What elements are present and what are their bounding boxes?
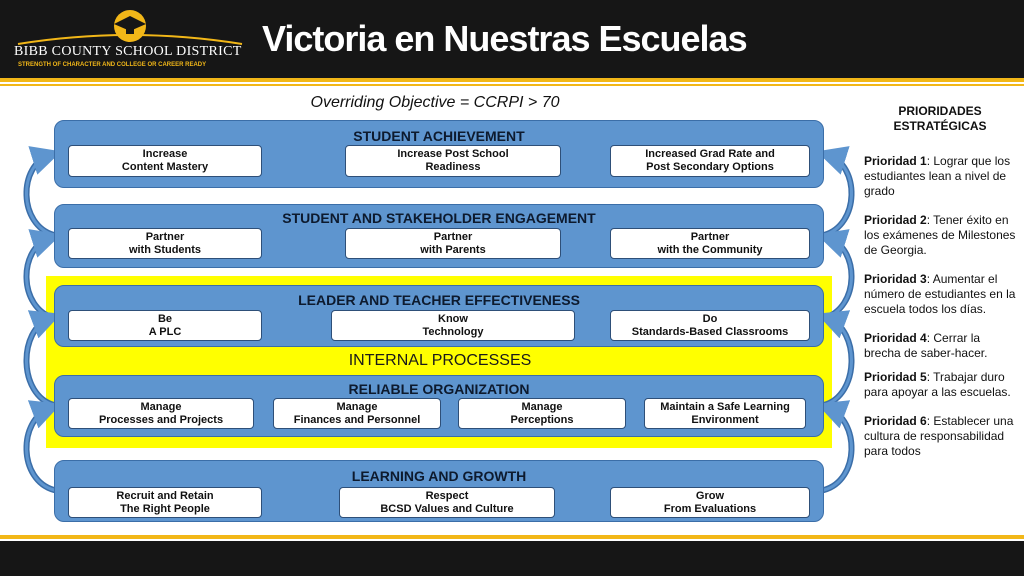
objective-box: Maintain a Safe Learning Environment — [644, 398, 806, 429]
left-arrow-3 — [26, 318, 54, 405]
priority-item — [864, 414, 1016, 459]
priority-text: : Cerrar la brecha de saber-hacer. — [864, 331, 988, 360]
district-tagline: STRENGTH OF CHARACTER AND COLLEGE OR CAREER READY — [18, 62, 207, 68]
left-arrow-1 — [26, 155, 54, 235]
internal-processes-label: INTERNAL PROCESSES — [348, 352, 532, 369]
objective-box: Know Technology — [331, 310, 575, 341]
priority-label: Prioridad 5 — [864, 370, 927, 384]
objective-box: Do Standards-Based Classrooms — [610, 310, 810, 341]
objective-box: Recruit and Retain The Right People — [68, 487, 262, 518]
priority-item — [864, 272, 1016, 317]
objective-box: Manage Processes and Projects — [68, 398, 254, 429]
band-title: RELIABLE ORGANIZATION — [348, 381, 530, 397]
objective-box: Partner with the Community — [610, 228, 810, 259]
band-student-achievement — [54, 120, 824, 188]
band-reliable-organization — [54, 375, 824, 437]
objective-box: Increase Post School Readiness — [345, 145, 561, 177]
objective-box: Manage Perceptions — [458, 398, 626, 429]
priority-label: Prioridad 4 — [864, 331, 927, 345]
priority-label: Prioridad 3 — [864, 272, 927, 286]
band-title: LEADER AND TEACHER EFFECTIVENESS — [298, 292, 580, 308]
band-leader-teacher-effectiveness — [54, 285, 824, 347]
priority-text: : Trabajar duro para apoyar a las escuelas. — [864, 370, 1011, 399]
objective-box: Increase Content Mastery — [68, 145, 262, 177]
objective-box: Increased Grad Rate and Post Secondary Options — [610, 145, 810, 177]
left-arrow-4 — [26, 408, 54, 490]
band-title: STUDENT ACHIEVEMENT — [353, 128, 525, 144]
footer-gold-line — [0, 535, 1024, 539]
objective-box: Partner with Parents — [345, 228, 561, 259]
band-stakeholder-engagement — [54, 204, 824, 268]
priority-item — [864, 213, 1016, 258]
priority-text: : Establecer una cultura de responsabilidad para todos — [864, 414, 1014, 458]
left-arrow-2 — [26, 238, 54, 318]
page-title: Victoria en Nuestras Escuelas — [262, 18, 747, 59]
footer-bar — [0, 541, 1024, 576]
objective-box: Grow From Evaluations — [610, 487, 810, 518]
strategic-priorities-panel — [864, 104, 1016, 473]
band-learning-and-growth — [54, 460, 824, 522]
priority-label: Prioridad 2 — [864, 213, 927, 227]
right-arrow-2 — [824, 238, 852, 318]
overriding-objective: Overriding Objective = CCRPI > 70 — [310, 94, 560, 111]
priority-text: : Aumentar el número de estudiantes en la escuela todos los días. — [864, 272, 1016, 316]
priority-text: : Lograr que los estudiantes lean a nivel de grado — [864, 154, 1011, 198]
objective-box: Respect BCSD Values and Culture — [339, 487, 555, 518]
priority-label: Prioridad 6 — [864, 414, 927, 428]
district-name: BIBB COUNTY SCHOOL DISTRICT — [14, 44, 242, 59]
band-title: LEARNING AND GROWTH — [351, 468, 527, 484]
right-arrow-3 — [824, 318, 852, 405]
right-arrow-1 — [824, 155, 852, 235]
priority-text: : Tener éxito en los exámenes de Milestones de Georgia. — [864, 213, 1016, 257]
objective-box: Manage Finances and Personnel — [273, 398, 441, 429]
objective-box: Be A PLC — [68, 310, 262, 341]
priorities-heading: PRIORIDADES ESTRATÉGICAS — [893, 104, 987, 133]
objective-box: Partner with Students — [68, 228, 262, 259]
band-title: STUDENT AND STAKEHOLDER ENGAGEMENT — [282, 210, 596, 226]
priority-label: Prioridad 1 — [864, 154, 927, 168]
right-arrow-4 — [824, 408, 852, 490]
priority-item — [864, 154, 1016, 199]
priority-item — [864, 370, 1016, 400]
priority-item — [864, 331, 1016, 361]
